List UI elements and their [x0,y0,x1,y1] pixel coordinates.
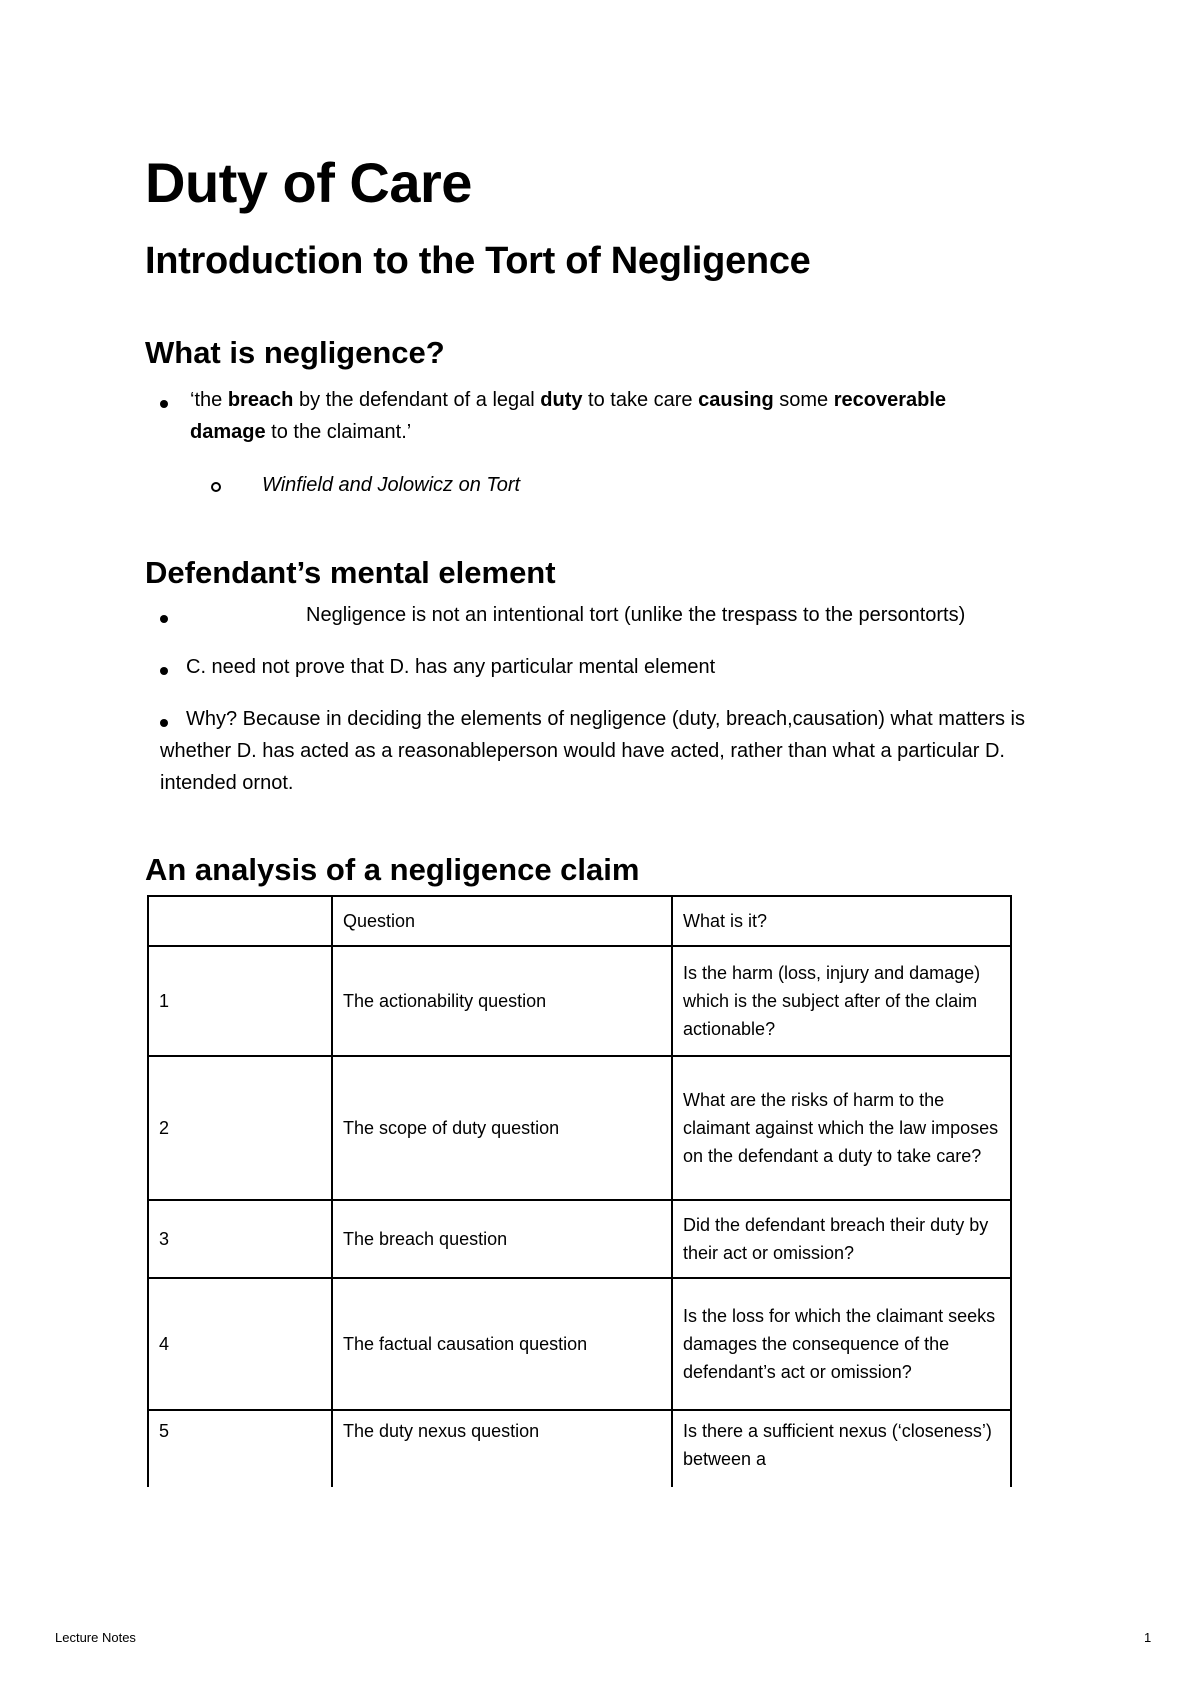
row-number-cell: 4 [148,1278,332,1410]
page-number: 1 [1144,1630,1152,1645]
quote-source: Winfield and Jolowicz on Tort [262,474,521,496]
document-title: Duty of Care [145,151,472,214]
sub-bullet-circle-icon [211,482,221,492]
question-cell: The scope of duty question [332,1056,672,1200]
footer-label: Lecture Notes [55,1630,136,1645]
table-header-row [148,896,1011,946]
mental-bullet-2: C. need not prove that D. has any particular mental element [186,656,716,678]
description-cell: Is the loss for which the claimant seeks damages the consequence of the defendant’s act or omission? [672,1278,1011,1410]
quote-text: to take care [582,389,699,411]
question-cell: The factual causation question [332,1278,672,1410]
quote-text: ‘the [190,389,228,411]
quote-bold-term: causing [698,389,774,411]
question-cell: The breach question [332,1200,672,1278]
row-number-cell: 2 [148,1056,332,1200]
table-row [148,1278,1011,1410]
bullet-dot-icon [160,400,168,408]
bullet-dot-icon [160,667,168,675]
quote-text: by the defendant of a legal [293,389,541,411]
description-cell: What are the risks of harm to the claimant against which the law imposes on the defendant a duty to take care? [672,1056,1011,1200]
quote-text: some [773,389,834,411]
quote-bold-term: damage [190,421,266,443]
section-heading-analysis: An analysis of a negligence claim [145,852,640,887]
section-heading-what-is-negligence: What is negligence? [145,335,445,370]
negligence-analysis-table [147,895,1012,1487]
table-row [148,946,1011,1056]
mental-bullet-3: Why? Because in deciding the elements of negligence (duty, breach,causation) what matters is whether D. has acted as a reasonableperson would have acted, rather than what a particular D. intended ornot. [160,708,1025,794]
quote-bold-term: duty [540,389,583,411]
section-heading-mental-element: Defendant’s mental element [145,555,556,590]
description-cell: Did the defendant breach their duty by their act or omission? [672,1200,1011,1278]
row-number-cell: 1 [148,946,332,1056]
quote-bold-term: recoverable [833,389,947,411]
quote-bold-term: breach [227,389,294,411]
quote-text: to the claimant.’ [265,421,412,443]
description-cell: Is there a sufficient nexus (‘closeness’) between a [672,1410,1011,1487]
bullet-dot-icon [160,615,168,623]
table-header-cell: What is it? [672,896,1011,946]
row-number-cell: 5 [148,1410,332,1487]
description-cell: Is the harm (loss, injury and damage) which is the subject after of the claim actionable? [672,946,1011,1056]
table-header-cell [148,896,332,946]
question-cell: The duty nexus question [332,1410,672,1487]
table-row [148,1056,1011,1200]
mental-bullet-1: Negligence is not an intentional tort (unlike the trespass to the persontorts) [306,604,966,626]
row-number-cell: 3 [148,1200,332,1278]
table-row [148,1410,1011,1487]
question-cell: The actionability question [332,946,672,1056]
negligence-definition-quote [190,384,1040,448]
table-header-cell: Question [332,896,672,946]
section-heading-introduction: Introduction to the Tort of Negligence [145,240,811,282]
table-row [148,1200,1011,1278]
